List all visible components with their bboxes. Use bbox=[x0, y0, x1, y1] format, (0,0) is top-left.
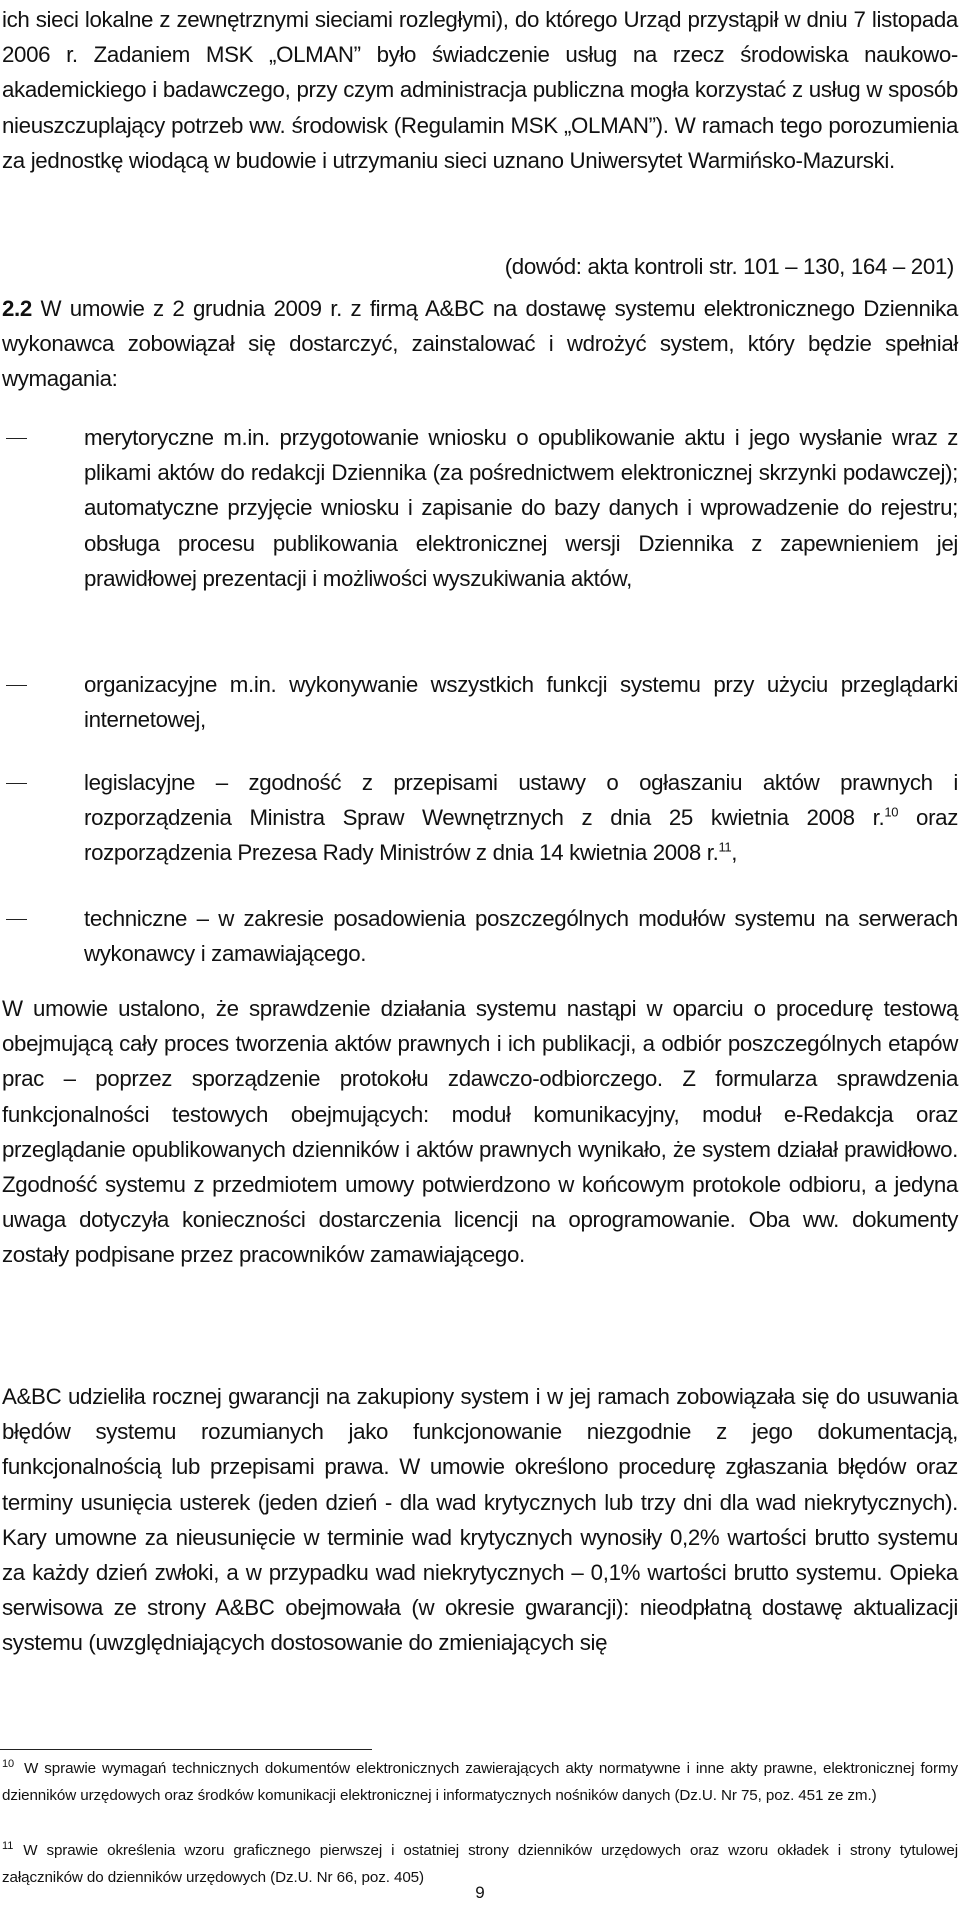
section-2-2-paragraph bbox=[2, 291, 958, 420]
requirement-item-organizational: organizacyjne m.in. wykonywanie wszystkich funkcji systemu przy użyciu przeglądarki internetowej, bbox=[2, 667, 958, 765]
main-text bbox=[2, 2, 958, 1735]
footnote-ref-10[interactable]: 10 bbox=[884, 804, 899, 820]
footnote-text: W sprawie określenia wzoru graficznego pierwszej i ostatniej strony dzienników urzędowych oraz wzoru okładek i strony tytulowej załączników do dzienników urzędowych (Dz.U. Nr 66, poz. 405) bbox=[2, 1842, 958, 1886]
section-text: W umowie z 2 grudnia 2009 r. z firmą A&BC na dostawę systemu elektronicznego Dziennika wykonawca zobowiązał się dostarczyć, zainstalować i wdrożyć system, który będzie spełniał wymagania: bbox=[2, 296, 958, 392]
requirement-item-technical: techniczne – w zakresie posadowienia poszczególnych modułów systemu na serwerach wykonawcy i zamawiającego. bbox=[2, 901, 958, 991]
warranty-paragraph: A&BC udzieliła rocznej gwarancji na zakupiony system i w jej ramach zobowiązała się do usuwania błędów systemu rozumianych jako funkcjonowanie niezgodnie z jego dokumentacją, funkcjonalnością lub przepisami prawa. W umowie określono procedurę zgłaszania błędów oraz terminy usunięcia usterek (jeden dzień - dla wad krytycznych lub trzy dni dla wad niekrytycznych). Kary umowne za nieusunięcie w terminie wad krytycznych wynosiły 0,2% wartości brutto systemu za każdy dzień zwłoki, a w przypadku wad niekrytycznych – 0,1% wartości brutto systemu. Opieka serwisowa ze strony A&BC obejmowała (w okresie gwarancji): nieodpłatną dostawę aktualizacji systemu (uwzględniających dostosowanie do zmieniających się bbox=[2, 1384, 958, 1656]
intro-paragraph: ich sieci lokalne z zewnętrznymi sieciami rozległymi), do którego Urząd przystąpił w dniu 7 listopada 2006 r. Zadaniem MSK „OLMAN” było świadczenie usług na rzecz środowiska naukowo-akademickiego i badawczego, przy czym administracja publiczna mogła korzystać z usług w sposób nieuszczuplający potrzeb ww. środowisk (Regulamin MSK „OLMAN”). W ramach tego porozumienia za jednostkę wiodącą w budowie i utrzymaniu sieci uznano Uniwersytet Warmińsko-Mazurski. bbox=[2, 7, 958, 173]
requirement-item-substantive: merytoryczne m.in. przygotowanie wniosku o opublikowanie aktu i jego wysłanie wraz z plikami aktów do redakcji Dziennika (za pośrednictwem elektronicznej skrzynki podawczej); automatyczne przyjęcie wniosku i zapisanie do bazy danych i wprowadzenie do rejestru; obsługa procesu publikowania elektronicznej wersji Dziennika z zapewnieniem jej prawidłowej prezentacji i możliwości wyszukiwania aktów, bbox=[2, 420, 958, 667]
footnote-mark: 11 bbox=[2, 1839, 14, 1852]
requirements-list bbox=[2, 420, 958, 991]
footnote-mark: 10 bbox=[2, 1757, 15, 1770]
section-number: 2.2 bbox=[2, 296, 32, 321]
evidence-citation: (dowód: akta kontroli str. 101 – 130, 164 – 201) bbox=[504, 254, 954, 279]
page-number: 9 bbox=[475, 1883, 485, 1902]
footnote-text: W sprawie wymagań technicznych dokumentów elektronicznych zawierających akty normatywne i inne akty prawne, elektronicznej formy dzienników urzędowych oraz środków komunikacji elektronicznej i informatycznych nośników danych (Dz.U. Nr 75, poz. 451 ze zm.) bbox=[2, 1760, 958, 1804]
footnote-separator bbox=[0, 1749, 372, 1750]
testing-paragraph: W umowie ustalono, że sprawdzenie działania systemu nastąpi w oparciu o procedurę testową obejmującą cały proces tworzenia aktów prawnych i ich publikacji, a odbiór poszczególnych etapów prac – poprzez sporządzenie protokołu zdawczo-odbiorczego. Z formularza sprawdzenia funkcjonalności testowych obejmujących: moduł komunikacyjny, moduł e-Redakcja oraz przeglądanie opublikowanych dzienników i aktów prawnych wynikało, że system działał prawidłowo. Zgodność systemu z przedmiotem umowy potwierdzono w końcowym protokole odbioru, a jedyna uwaga dotyczyła konieczności dostarczenia licencji na oprogramowanie. Oba ww. dokumenty zostały podpisane przez pracowników zamawiającego. bbox=[2, 996, 958, 1268]
requirement-item-legislative: legislacyjne – zgodność z przepisami ustawy o ogłaszaniu aktów prawnych i rozporządzenia Ministra Spraw Wewnętrznych z dnia 25 kwietnia 2008 r.$^{10}$ oraz rozporządzenia Prezesa Rady Ministrów z dnia 14 kwietnia 2008 r.$^{11}$, bbox=[2, 765, 958, 901]
footnote-ref-11[interactable]: 11 bbox=[718, 839, 732, 855]
footnote-10 bbox=[2, 1755, 958, 1809]
